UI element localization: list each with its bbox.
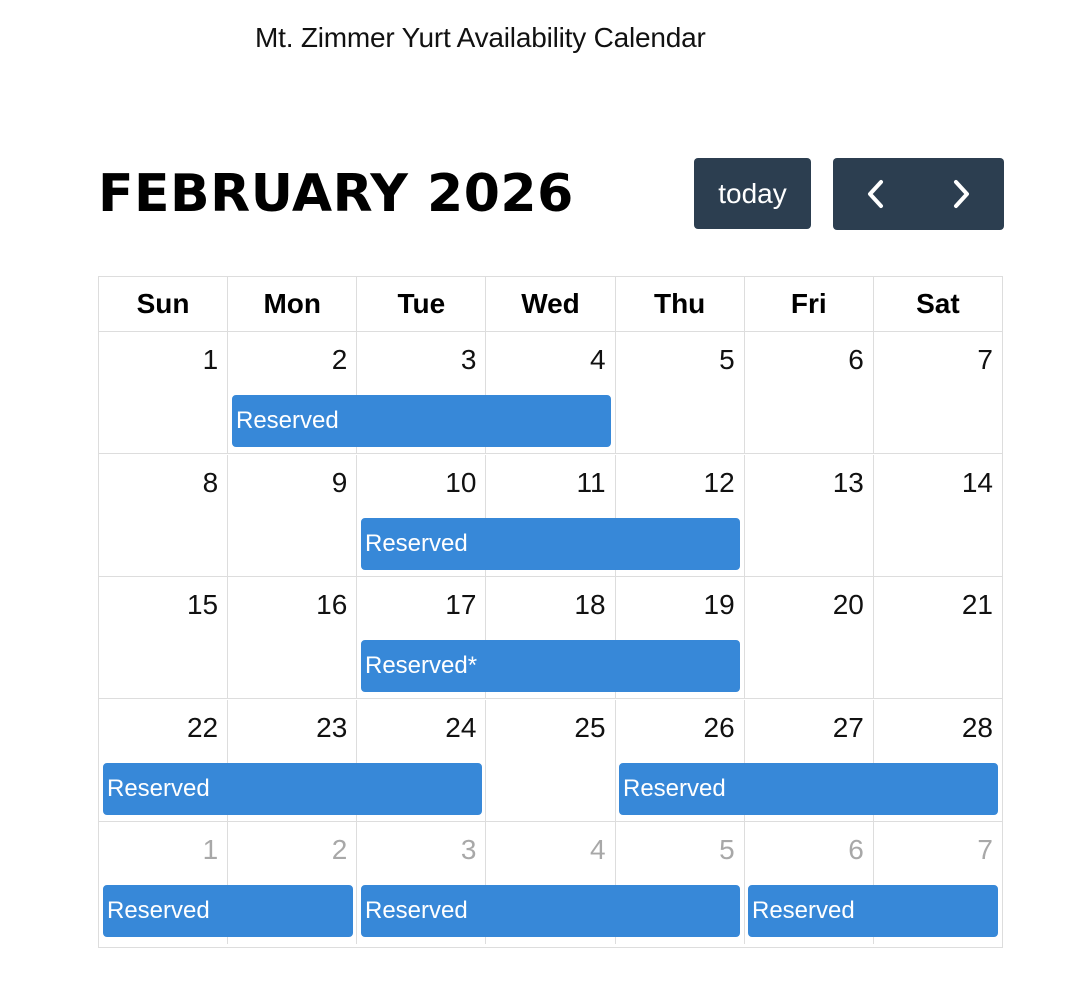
day-number[interactable]: 23 bbox=[316, 711, 348, 743]
chevron-right-icon bbox=[950, 178, 972, 210]
day-cell[interactable] bbox=[228, 455, 357, 576]
reservation-event[interactable]: Reserved* bbox=[361, 640, 740, 692]
day-number[interactable]: 28 bbox=[961, 711, 993, 743]
day-number[interactable]: 9 bbox=[331, 466, 348, 498]
day-number[interactable]: 19 bbox=[703, 589, 735, 620]
day-cell[interactable] bbox=[228, 577, 357, 698]
day-header-fri: Fri bbox=[745, 277, 874, 331]
day-cell[interactable] bbox=[99, 455, 228, 576]
day-number[interactable]: 6 bbox=[848, 834, 864, 865]
reservation-event[interactable]: Reserved bbox=[103, 885, 353, 937]
day-number[interactable]: 2 bbox=[331, 834, 348, 865]
day-cell[interactable] bbox=[99, 577, 228, 698]
day-number[interactable]: 26 bbox=[703, 711, 735, 743]
day-number[interactable]: 20 bbox=[832, 589, 864, 620]
day-header-row bbox=[99, 277, 1002, 332]
day-cell[interactable] bbox=[874, 577, 1002, 698]
day-number[interactable]: 7 bbox=[977, 344, 993, 375]
day-number[interactable]: 17 bbox=[445, 589, 477, 620]
day-header-mon: Mon bbox=[228, 277, 357, 331]
day-cell[interactable] bbox=[874, 455, 1002, 576]
day-number[interactable]: 25 bbox=[574, 711, 606, 743]
nav-button-group bbox=[833, 158, 1004, 230]
day-number[interactable]: 2 bbox=[331, 344, 348, 375]
day-cell[interactable] bbox=[486, 700, 615, 821]
day-number[interactable]: 5 bbox=[719, 834, 735, 865]
reservation-event[interactable]: Reserved bbox=[619, 763, 998, 815]
today-button[interactable]: today bbox=[694, 158, 811, 229]
day-number[interactable]: 8 bbox=[202, 466, 219, 498]
calendar-grid bbox=[98, 276, 1003, 948]
day-number[interactable]: 22 bbox=[186, 711, 219, 743]
reservation-event[interactable]: Reserved bbox=[361, 885, 740, 937]
day-cell[interactable] bbox=[616, 332, 745, 453]
day-number[interactable]: 27 bbox=[832, 711, 864, 743]
prev-month-button[interactable] bbox=[833, 158, 919, 230]
day-number[interactable]: 15 bbox=[186, 589, 219, 620]
day-header-sun: Sun bbox=[99, 277, 228, 331]
day-cell[interactable] bbox=[874, 332, 1002, 453]
day-header-thu: Thu bbox=[616, 277, 745, 331]
day-number[interactable]: 11 bbox=[576, 466, 606, 498]
reservation-event[interactable]: Reserved bbox=[103, 763, 482, 815]
day-number[interactable]: 4 bbox=[589, 834, 606, 865]
day-number[interactable]: 7 bbox=[977, 834, 993, 865]
day-number[interactable]: 1 bbox=[202, 834, 219, 865]
day-cell[interactable] bbox=[745, 455, 874, 576]
calendar-month-title: FEBRUARY 2026 bbox=[98, 164, 574, 224]
day-number[interactable]: 4 bbox=[589, 344, 606, 375]
day-number[interactable]: 14 bbox=[961, 466, 993, 498]
reservation-event[interactable]: Reserved bbox=[361, 518, 740, 570]
day-number[interactable]: 10 bbox=[445, 466, 477, 498]
day-header-tue: Tue bbox=[357, 277, 486, 331]
page-title: Mt. Zimmer Yurt Availability Calendar bbox=[255, 22, 706, 53]
day-number[interactable]: 3 bbox=[460, 344, 477, 375]
day-number[interactable]: 12 bbox=[703, 466, 735, 498]
reservation-event[interactable]: Reserved bbox=[748, 885, 998, 937]
day-number[interactable]: 21 bbox=[961, 589, 993, 620]
day-number[interactable]: 1 bbox=[202, 344, 219, 375]
day-number[interactable]: 24 bbox=[445, 711, 477, 743]
day-number[interactable]: 18 bbox=[574, 589, 606, 620]
next-month-button[interactable] bbox=[919, 158, 1005, 230]
day-number[interactable]: 16 bbox=[316, 589, 348, 620]
day-number[interactable]: 6 bbox=[848, 344, 864, 375]
chevron-left-icon bbox=[865, 178, 887, 210]
day-cell[interactable] bbox=[745, 332, 874, 453]
reservation-event[interactable]: Reserved bbox=[232, 395, 611, 447]
day-header-wed: Wed bbox=[486, 277, 615, 331]
day-number[interactable]: 13 bbox=[832, 466, 864, 498]
day-number[interactable]: 5 bbox=[719, 344, 735, 375]
day-header-sat: Sat bbox=[916, 288, 960, 319]
day-number[interactable]: 3 bbox=[460, 834, 477, 865]
day-cell[interactable] bbox=[745, 577, 874, 698]
day-cell[interactable] bbox=[99, 332, 228, 453]
